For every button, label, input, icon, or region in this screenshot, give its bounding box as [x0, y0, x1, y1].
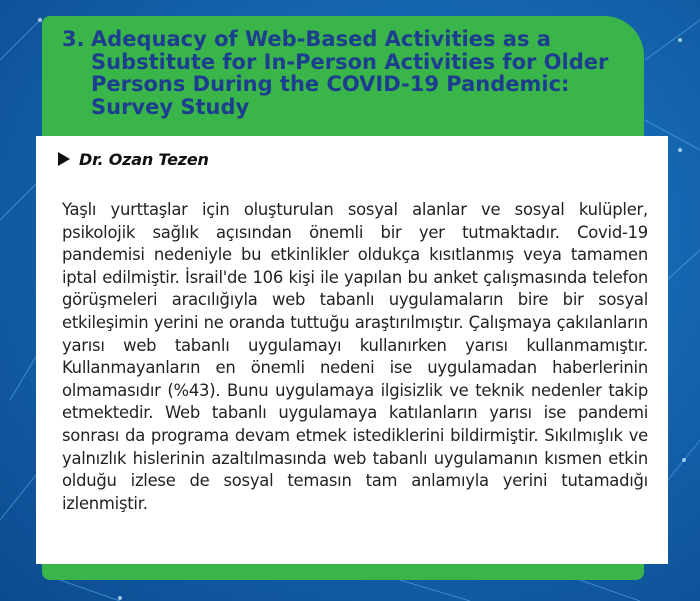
author-name: Dr. Ozan Tezen — [79, 150, 209, 169]
article-number: 3. — [62, 27, 85, 51]
article-title — [62, 28, 622, 118]
article-title-text: Adequacy of Web-Based Activities as a Substitute for In-Person Activities for Older Persons During the COVID-19 Pandemic: Survey Study — [91, 27, 609, 119]
author-line — [58, 150, 209, 169]
content-card — [36, 136, 668, 564]
article-body: Yaşlı yurttaşlar için oluşturulan sosyal alanlar ve sosyal kulüpler, psikolojik sağlık açısından önemli bir yer tutmaktadır. Covid-19 pandemisi nedeniyle bu etkinlikler oldukça kısıtlanmış veya tamamen iptal edilmiştir. İsrail'de 106 kişi ile yapılan bu anket çalışmasında telefon görüşmeleri aracılığıyla web tabanlı uygulamaların bire bir sosyal etkileşimin yerini ne oranda tuttuğu araştırılmıştır. Çalışmaya çakılanların yarısı web tabanlı uygulamayı kullanırken yarısı kullanmamıştır. Kullanmayanların en önemli nedeni ise uygulamadan haberlerinin olmamasıdır (%43). Bunu uygulamaya ilgisizlik ve teknik nedenler takip etmektedir. Web tabanlı uygulamaya katılanların yarısı ise pandemi sonrası da programa devam etmek istediklerini bildirmiştir. Sıkılmışlık ve yalnızlık hislerinin azaltılmasında web tabanlı uygulamanın kısmen etkin olduğu izlese de sosyal temasın tam anlamıyla yerini tutamadığı izlenmiştir. — [62, 200, 648, 513]
play-triangle-icon — [58, 152, 70, 166]
